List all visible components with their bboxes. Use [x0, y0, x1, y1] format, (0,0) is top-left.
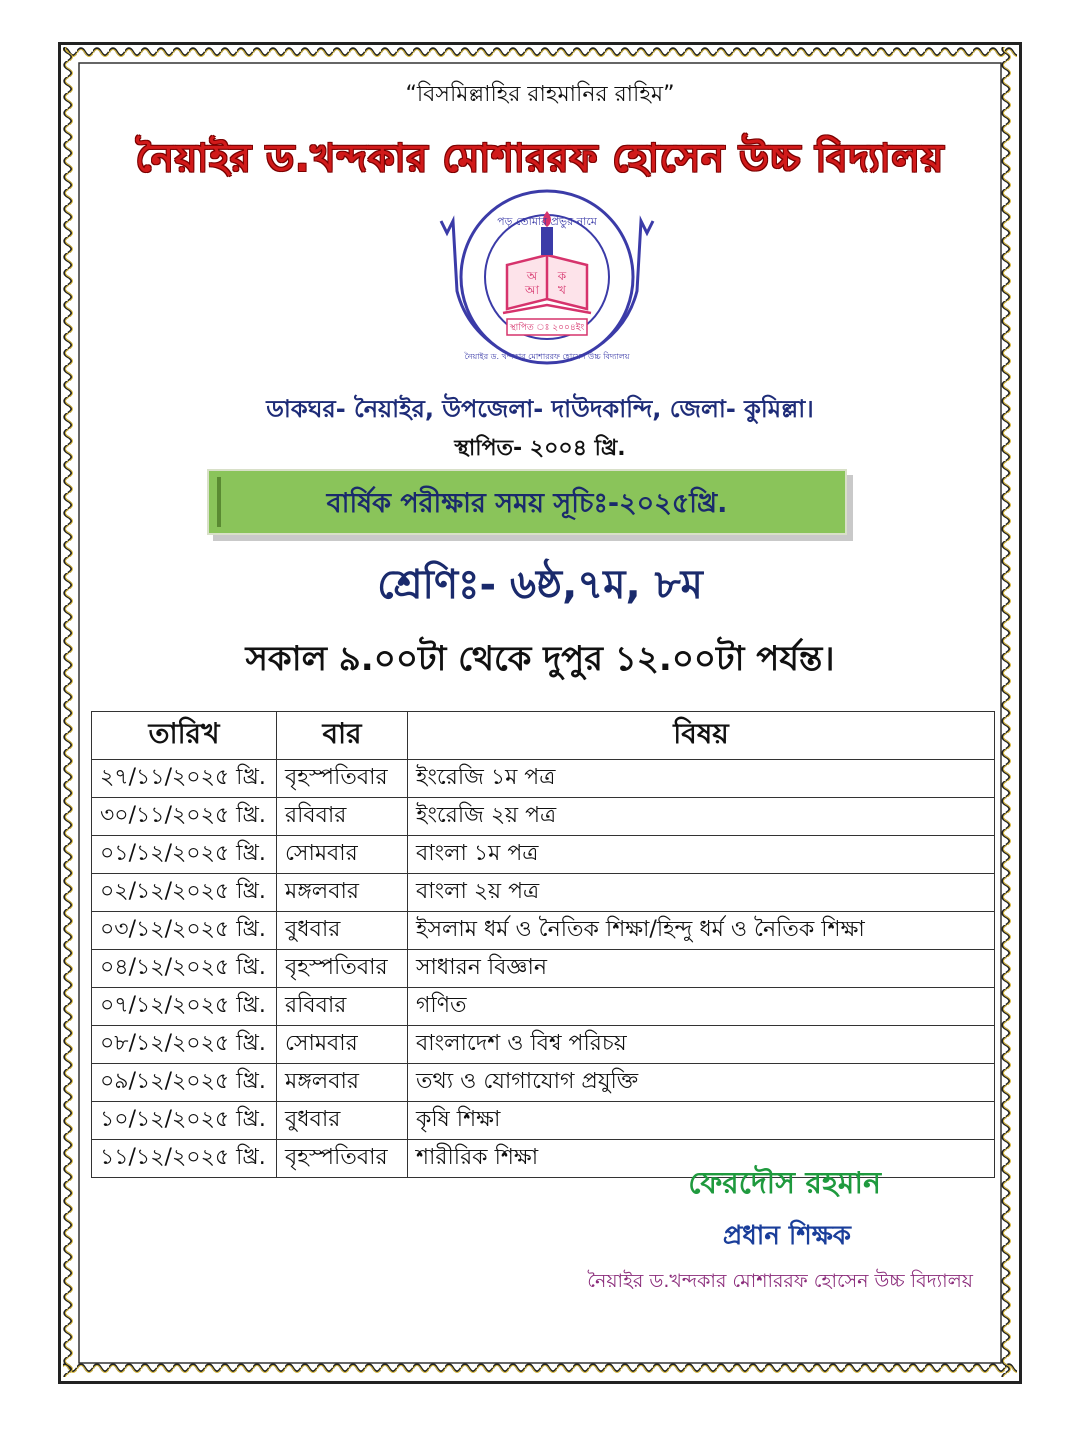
row-date: ০৮/১২/২০২৫ খ্রি.	[92, 1026, 277, 1064]
logo-established-badge: স্থাপিত ঃ ২০০৪ইং	[509, 323, 585, 333]
row-subject: বাংলাদেশ ও বিশ্ব পরিচয়	[408, 1026, 995, 1064]
row-day: বুধবার	[277, 912, 408, 950]
logo-letter: ক	[557, 269, 567, 283]
row-date: ১১/১২/২০২৫ খ্রি.	[92, 1140, 277, 1178]
row-date: ০৪/১২/২০২৫ খ্রি.	[92, 950, 277, 988]
row-day: রবিবার	[277, 988, 408, 1026]
table-header-row	[92, 712, 995, 760]
logo-letter: খ	[558, 283, 566, 297]
row-subject: ইংরেজি ২য় পত্র	[408, 798, 995, 836]
row-day: মঙ্গলবার	[277, 1064, 408, 1102]
row-subject: শারীরিক শিক্ষা	[408, 1140, 995, 1178]
logo-ring-text: নৈয়াইর ড. খন্দকার মোশাররফ হোসেন উচ্চ বিদ্যালয়	[464, 352, 630, 361]
table-row	[92, 950, 995, 988]
row-day: বৃহস্পতিবার	[277, 760, 408, 798]
row-day: রবিবার	[277, 798, 408, 836]
header-date: তারিখ	[92, 712, 277, 760]
row-date: ২৭/১১/২০২৫ খ্রি.	[92, 760, 277, 798]
classes-heading: শ্রেণিঃ- ৬ষ্ঠ,৭ম, ৮ম	[377, 562, 703, 608]
row-day: সোমবার	[277, 1026, 408, 1064]
notice-page	[58, 42, 1022, 1384]
row-subject: গণিত	[408, 988, 995, 1026]
table-row	[92, 1026, 995, 1064]
row-subject: কৃষি শিক্ষা	[408, 1102, 995, 1140]
table-row	[92, 760, 995, 798]
table-row	[92, 988, 995, 1026]
row-date: ০৯/১২/২০২৫ খ্রি.	[92, 1064, 277, 1102]
row-day: বুধবার	[277, 1102, 408, 1140]
row-date: ০১/১২/২০২৫ খ্রি.	[92, 836, 277, 874]
logo-letter: অ	[526, 269, 538, 283]
table-row	[92, 836, 995, 874]
exam-schedule-table	[91, 711, 995, 1178]
exam-schedule-banner	[207, 469, 847, 535]
table-row	[92, 1102, 995, 1140]
logo-letter: আ	[525, 283, 539, 297]
row-date: ০৭/১২/২০২৫ খ্রি.	[92, 988, 277, 1026]
footer-school-name: নৈয়াইর ড.খন্দকার মোশাররফ হোসেন উচ্চ বিদ্যালয়	[587, 1270, 973, 1292]
table-row	[92, 1064, 995, 1102]
row-subject: সাধারন বিজ্ঞান	[408, 950, 995, 988]
table-row	[92, 912, 995, 950]
row-date: ১০/১২/২০২৫ খ্রি.	[92, 1102, 277, 1140]
address-line: ডাকঘর- নৈয়াইর, উপজেলা- দাউদকান্দি, জেলা- কুমিল্লা।	[266, 395, 814, 423]
row-date: ০৩/১২/২০২৫ খ্রি.	[92, 912, 277, 950]
row-subject: বাংলা ২য় পত্র	[408, 874, 995, 912]
school-title: নৈয়াইর ড.খন্দকার মোশাররফ হোসেন উচ্চ বিদ্যালয়	[135, 136, 945, 180]
signatory-designation: প্রধান শিক্ষক	[722, 1221, 851, 1251]
row-day: মঙ্গলবার	[277, 874, 408, 912]
logo-arc-text: পড় তোমার প্রভুর নামে	[497, 215, 597, 228]
exam-time: সকাল ৯.০০টা থেকে দুপুর ১২.০০টা পর্যন্ত।	[245, 639, 835, 679]
row-subject: বাংলা ১ম পত্র	[408, 836, 995, 874]
header-day: বার	[277, 712, 408, 760]
row-date: ০২/১২/২০২৫ খ্রি.	[92, 874, 277, 912]
row-subject: ইসলাম ধর্ম ও নৈতিক শিক্ষা/হিন্দু ধর্ম ও নৈতিক শিক্ষা	[408, 912, 995, 950]
row-date: ৩০/১১/২০২৫ খ্রি.	[92, 798, 277, 836]
row-subject: তথ্য ও যোগাযোগ প্রযুক্তি	[408, 1064, 995, 1102]
row-day: বৃহস্পতিবার	[277, 1140, 408, 1178]
bismillah-text: “বিসমিল্লাহির রাহমানির রাহিম”	[405, 82, 675, 107]
banner-title: বার্ষিক পরীক্ষার সময় সূচিঃ-২০২৫খ্রি.	[326, 488, 728, 519]
logo-book-letters	[517, 269, 577, 297]
row-subject: ইংরেজি ১ম পত্র	[408, 760, 995, 798]
row-day: বৃহস্পতিবার	[277, 950, 408, 988]
table-row	[92, 874, 995, 912]
table-row	[92, 798, 995, 836]
signatory-name: ফেরদৌস রহমান	[688, 1166, 881, 1201]
header-subject: বিষয়	[408, 712, 995, 760]
established-line: স্থাপিত- ২০০৪ খ্রি.	[454, 436, 626, 461]
row-day: সোমবার	[277, 836, 408, 874]
